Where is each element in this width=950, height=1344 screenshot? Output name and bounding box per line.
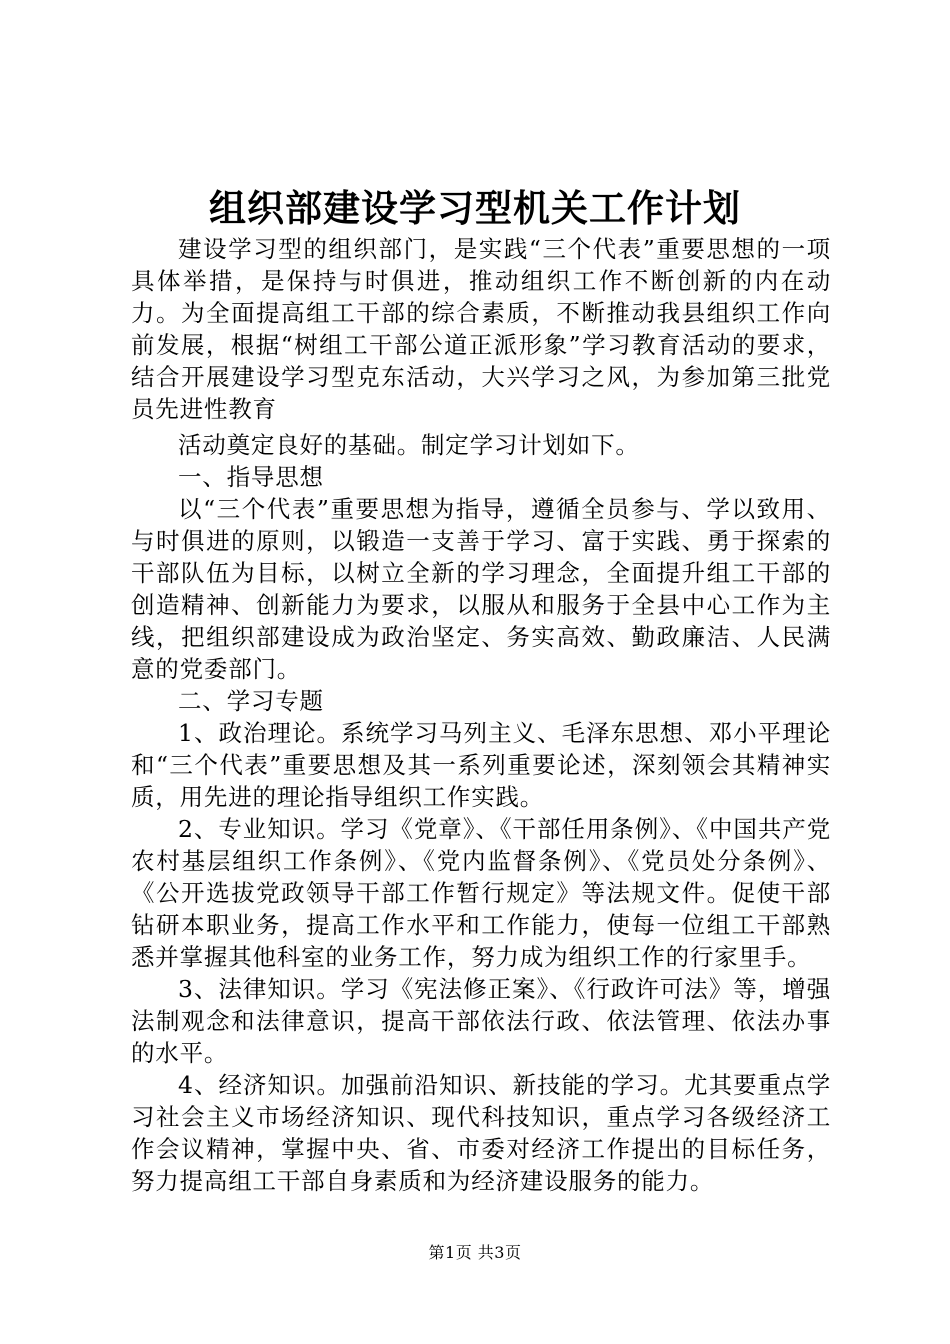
document-title: 组织部建设学习型机关工作计划 [209,187,741,230]
paragraph-guiding-ideology: 以“三个代表”重要思想为指导，遵循全员参与、学以致用、与时俱进的原则，以锻造一支善于学习、富于实践、勇于探索的干部队伍为目标，以树立全新的学习理念，全面提升组工干部的创造精神、创新能力为要求，以服从和服务于全县中心工作为主线，把组织部建设成为政治坚定、务实高效、勤政廉洁、人民满意的党委部门。 [131,495,831,683]
paragraph-topic-professional: 2、专业知识。学习《党章》、《干部任用条例》、《中国共产党农村基层组织工作条例》、《党内监督条例》、《党员处分条例》、《公开选拔党政领导干部工作暂行规定》等法规文件。促使干部钻研本职业务，提高工作水平和工作能力，使每一位组工干部熟悉并掌握其他科室的业务工作，努力成为组织工作的行家里手。 [131,815,831,971]
document-body [131,233,831,1197]
section-heading-guiding-ideology: 一、指导思想 [178,463,324,491]
paragraph-intro: 建设学习型的组织部门，是实践“三个代表”重要思想的一项具体举措，是保持与时俱进，推动组织工作不断创新的内在动力。为全面提高组工干部的综合素质，不断推动我县组织工作向前发展，根据“树组工干部公道正派形象”学习教育活动的要求，结合开展建设学习型克东活动，大兴学习之风，为参加第三批党员先进性教育 [131,235,831,423]
paragraph-topic-politics: 1、政治理论。系统学习马列主义、毛泽东思想、邓小平理论和“三个代表”重要思想及其一系列重要论述，深刻领会其精神实质，用先进的理论指导组织工作实践。 [131,719,831,811]
paragraph-topic-law: 3、法律知识。学习《宪法修正案》、《行政许可法》等，增强法制观念和法律意识，提高干部依法行政、依法管理、依法办事的水平。 [131,975,831,1067]
paragraph-topic-economics: 4、经济知识。加强前沿知识、新技能的学习。尤其要重点学习社会主义市场经济知识、现代科技知识，重点学习各级经济工作会议精神，掌握中央、省、市委对经济工作提出的目标任务，努力提高组工干部自身素质和为经济建设服务的能力。 [131,1071,831,1195]
page-footer: 第1页 共3页 [428,1243,522,1262]
paragraph-intro-continued: 活动奠定良好的基础。制定学习计划如下。 [178,431,640,459]
section-heading-study-topics: 二、学习专题 [178,687,324,715]
